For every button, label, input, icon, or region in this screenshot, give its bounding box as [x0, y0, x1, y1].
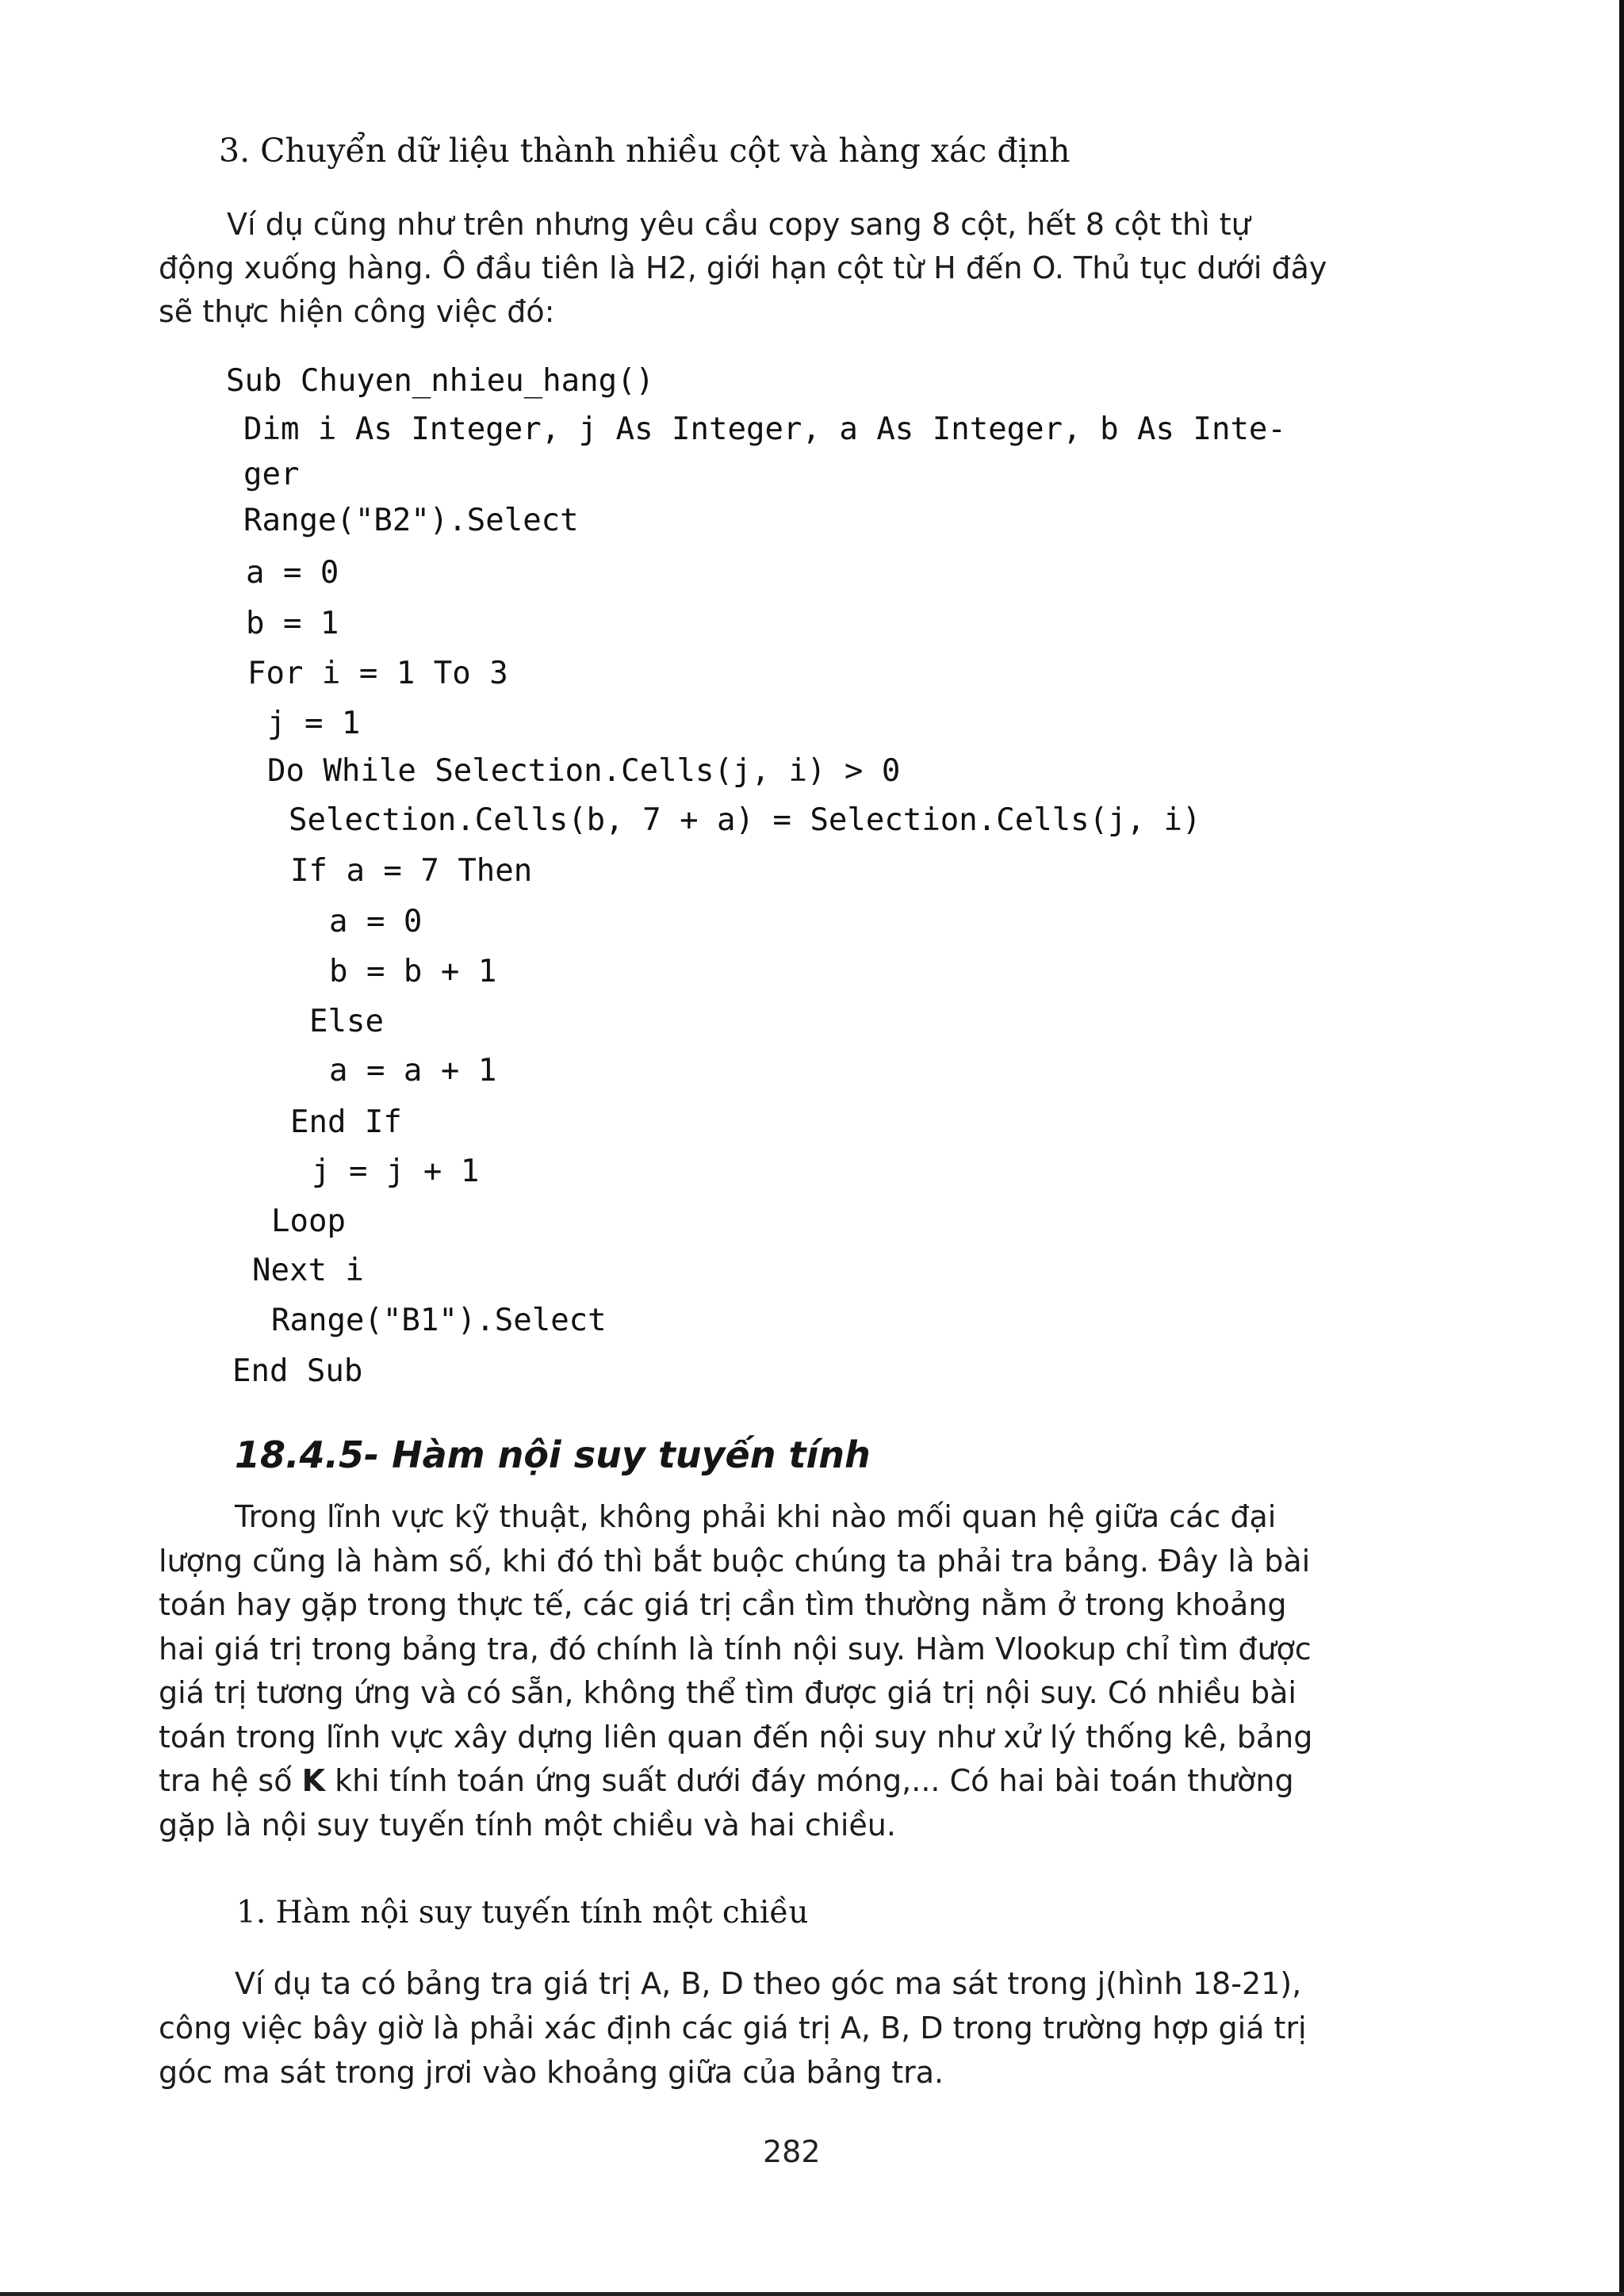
section-line-7-end: khi tính toán ứng suất dưới đáy móng,... Có hai bài toán thường: [325, 1763, 1294, 1798]
section-line-5: giá trị tương ứng và có sẵn, không thể tìm được giá trị nội suy. Có nhiều bài: [159, 1675, 1297, 1710]
code-line: For i = 1 To 3: [247, 656, 508, 691]
code-line: a = 0: [246, 555, 339, 591]
last-line-3: góc ma sát trong jrơi vào khoảng giữa của bảng tra.: [159, 2055, 944, 2090]
coefficient-k: K: [301, 1763, 326, 1798]
code-line: j = j + 1: [312, 1154, 480, 1189]
code-line: Range("B1").Select: [271, 1303, 607, 1338]
code-line: End Sub: [232, 1353, 363, 1389]
code-line: Range("B2").Select: [243, 503, 579, 538]
code-line: ger: [243, 457, 300, 492]
page-number: 282: [763, 2134, 821, 2169]
last-paragraph: [159, 1961, 1307, 2095]
intro-line-1: Ví dụ cũng như trên nhưng yêu cầu copy sang 8 cột, hết 8 cột thì tự: [227, 207, 1251, 242]
page-edge-bottom: [0, 2292, 1624, 2296]
code-line: Do While Selection.Cells(j, i) > 0: [267, 753, 901, 789]
code-line: b = 1: [246, 606, 339, 641]
code-line: j = 1: [267, 706, 361, 741]
section-line-6: toán trong lĩnh vực xây dựng liên quan đến nội suy như xử lý thống kê, bảng: [159, 1719, 1313, 1755]
last-line-1: Ví dụ ta có bảng tra giá trị A, B, D theo góc ma sát trong j(hình 18-21),: [235, 1966, 1302, 2001]
page-edge-right: [1619, 0, 1624, 2296]
code-line: b = b + 1: [329, 954, 497, 989]
section-line-2: lượng cũng là hàm số, khi đó thì bắt buộc chúng ta phải tra bảng. Đây là bài: [159, 1543, 1311, 1578]
section-heading: 18.4.5- Hàm nội suy tuyến tính: [235, 1433, 871, 1476]
intro-line-2: động xuống hàng. Ô đầu tiên là H2, giới hạn cột từ H đến O. Thủ tục dưới đây: [159, 251, 1327, 285]
subsection-heading-3: 3. Chuyển dữ liệu thành nhiều cột và hàng xác định: [219, 132, 1071, 170]
code-line: Dim i As Integer, j As Integer, a As Integer, b As Inte-: [243, 411, 1286, 447]
last-line-2: công việc bây giờ là phải xác định các giá trị A, B, D trong trường hợp giá trị: [159, 2011, 1307, 2045]
code-line: Else: [309, 1004, 384, 1039]
section-paragraph: [159, 1495, 1312, 1847]
section-line-8: gặp là nội suy tuyến tính một chiều và hai chiều.: [159, 1807, 896, 1843]
intro-paragraph: [159, 203, 1327, 334]
code-line: a = 0: [329, 904, 423, 939]
section-line-7-start: tra hệ số: [159, 1763, 302, 1798]
code-line: Selection.Cells(b, 7 + a) = Selection.Cells(j, i): [289, 802, 1201, 838]
code-line: Sub Chuyen_nhieu_hang(): [226, 363, 655, 399]
subsection-heading-1: 1. Hàm nội suy tuyến tính một chiều: [236, 1895, 809, 1931]
section-line-1: Trong lĩnh vực kỹ thuật, không phải khi nào mối quan hệ giữa các đại: [235, 1499, 1277, 1534]
code-line: Next i: [252, 1253, 364, 1288]
intro-line-3: sẽ thực hiện công việc đó:: [159, 294, 555, 329]
section-line-7: [159, 1759, 1312, 1804]
code-line: Loop: [271, 1203, 346, 1239]
code-line: End If: [290, 1104, 402, 1140]
code-line: If a = 7 Then: [290, 853, 533, 889]
section-line-4: hai giá trị trong bảng tra, đó chính là tính nội suy. Hàm Vlookup chỉ tìm được: [159, 1631, 1312, 1667]
section-line-3: toán hay gặp trong thực tế, các giá trị cần tìm thường nằm ở trong khoảng: [159, 1587, 1287, 1622]
code-line: a = a + 1: [329, 1053, 497, 1089]
